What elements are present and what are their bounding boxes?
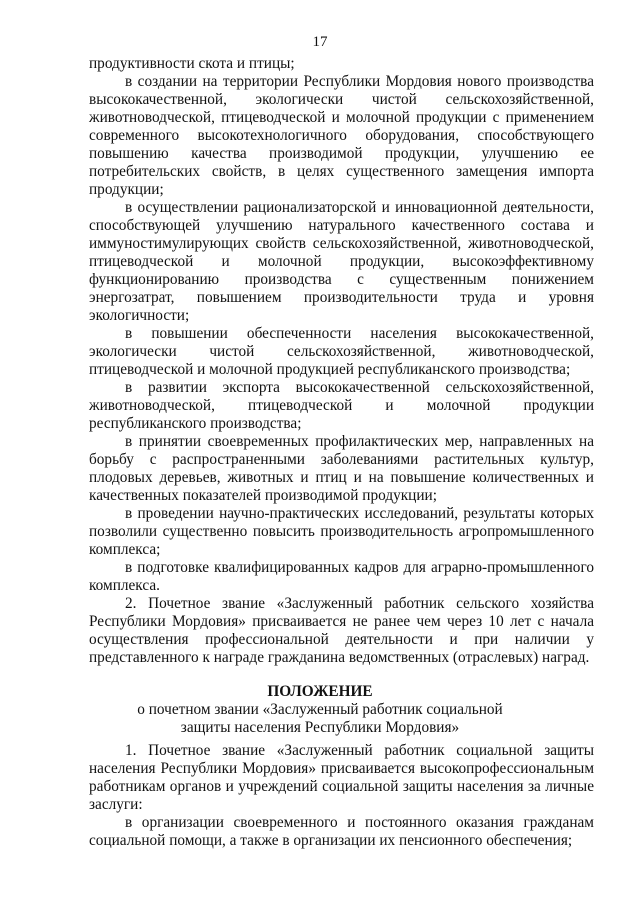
regulation-subtitle-line-1: о почетном звании «Заслуженный работник социальной [137,701,503,718]
paragraph: в проведении научно-практических исследований, результаты которых позволили существенно повысить производительность агропромышленного комплекса; [89,505,594,558]
paragraph: в подготовке квалифицированных кадров для аграрно-промышленного комплекса. [89,559,594,594]
page-number: 17 [312,34,328,50]
regulation-subtitle-line-2: защиты населения Республики Мордовия» [180,719,460,736]
paragraph: в организации своевременного и постоянного оказания гражданам социальной помощи, а также в организации их пенсионного обеспечения; [89,814,594,849]
paragraph: в принятии своевременных профилактических мер, направленных на борьбу с распространенными заболеваниями растительных культур, плодовых деревьев, животных и птиц и на повышение количественных и качественных показателей производимой продукции; [89,433,594,504]
paragraph: в осуществлении рационализаторской и инновационной деятельности, способствующей улучшению натурального качественного состава и иммуностимулирующих свойств сельскохозяйственной, животноводческой, птицеводческой и молочной продукции, высокоэффективному функционированию производства с существенным понижением энергозатрат, повышением производительности труда и уровня экологичности; [89,199,594,324]
section-agriculture [89,55,594,667]
paragraph: в создании на территории Республики Мордовия нового производства высококачественной, экологически чистой сельскохозяйственной, животноводческой, птицеводческой и молочной продукции с применением современного высокотехнологичного оборудования, способствующего повышению качества производимой продукции, улучшению ее потребительских свойств, в целях существенного замещения импорта продукции; [89,73,594,198]
regulation-title: ПОЛОЖЕНИЕ [267,683,373,700]
paragraph: в повышении обеспеченности населения высококачественной, экологически чистой сельскохозяйственной, животноводческой, птицеводческой и молочной продукцией республиканского производства; [89,325,594,378]
paragraph: в развитии экспорта высококачественной сельскохозяйственной, животноводческой, птицеводческой и молочной продукции республиканского производства; [89,379,594,432]
section-social-protection [89,742,594,850]
paragraph: 1. Почетное звание «Заслуженный работник социальной защиты населения Республики Мордовия» присваивается высокопрофессиональным работникам органов и учреждений социальной защиты населения за личные заслуги: [89,742,594,813]
regulation-heading [0,683,640,737]
paragraph: 2. Почетное звание «Заслуженный работник сельского хозяйства Республики Мордовия» присваивается не ранее чем через 10 лет с начала осуществления профессиональной деятельности и при наличии у представленного к награде гражданина ведомственных (отраслевых) наград. [89,595,594,666]
paragraph: продуктивности скота и птицы; [89,55,295,72]
